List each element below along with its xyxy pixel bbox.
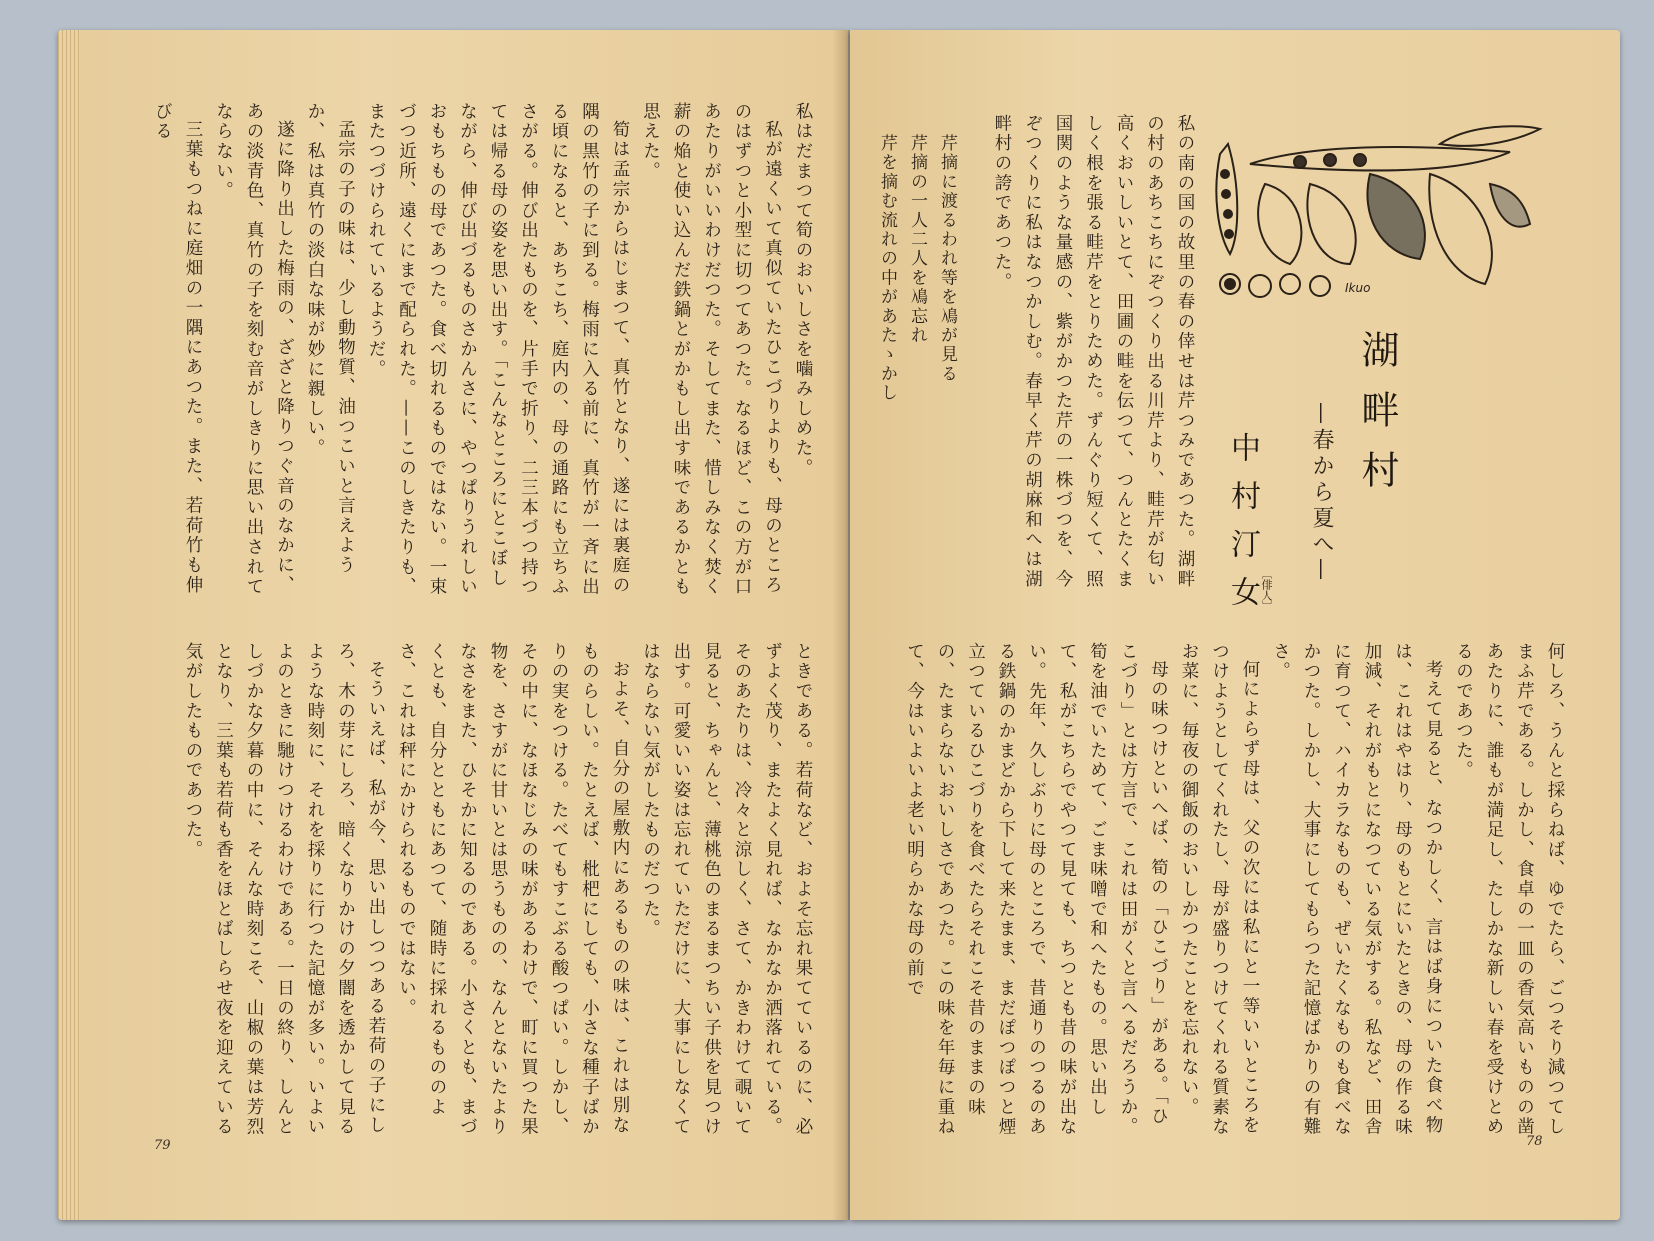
- page78-bottom-p2: 考えて見ると、なつかしく、言はば身についた食べ物は、これはやはり、母のもとにいたときの、母の作る味加減、それがもとになつている気がする。私など、田舎に育つて、ハイカラなものも、ぜいたくなものも食べなかつた。しかし、大事にしてもらつた記憶ばかりの有難さ。: [1270, 642, 1443, 1137]
- page-number-78: 78: [1526, 1134, 1543, 1149]
- page79-bottom-text: [128, 642, 818, 1142]
- page79-top-text: [128, 102, 818, 602]
- page78-bottom-p4: 母の味つけといへば、筍の「ひこづり」がある。「ひこづり」とは方言で、これは田がくと言へるだろうか。筍を油でいためて、ごま味噌で和へたもの。思い出して、私がこちらでやつて見ても、ちつとも昔の味が出ない。先年、久しぶりに母のところで、昔通りのつるのある鉄鍋のかまどから下して来たまま、まだぽつぽつと煙立つているひこづりを食べたらそれこそ昔のままの味の、たまらないおいしさであつた。この味を年毎に重ねて、今はいよいよ老い明らかな母の前で: [904, 642, 1169, 1137]
- page79-bottom-p2: およそ、自分の屋敷内にあるものの味は、これは別なものらしい。たとえば、枇杷にしても、小さな種子ばかりの実をつける。たべてもすこぶる酸つぱい。しかし、その中に、なほなじみの味があるわけで、町に買つた果物を、さすがに甘いとは思うものの、なんとないたよりなさをまた、ひそかに知るのである。小さくとも、まづくとも、自分とともにあつて、随時に採れるもののよさ、これは秤にかけられるものではない。: [396, 642, 630, 1137]
- article-subtitle: —春から夏へ—: [1309, 402, 1334, 584]
- page78-intro-p: 私の南の国の故里の春の倖せは芹つみであつた。湖畔の村のあちこちにぞつくり出る川芹より、畦芹が匂い高くおいしいとて、田圃の畦を伝つて、つんとたくましく根を張る畦芹をとりためた。ずんぐり短くて、照国関のような量感の、紫がかつた芹の一株づつを、今ぞつくりに私はなつかしむ。春早く芹の胡麻和へは湖畔村の誇であつた。: [992, 114, 1195, 590]
- page78-top-intro: [980, 114, 1200, 602]
- article-title: 湖畔村: [1355, 330, 1399, 510]
- haiku-3: 芹を摘む流れの中があたゝかし: [877, 134, 897, 403]
- page-number-79: 79: [154, 1138, 171, 1153]
- bean-pod-illustration: [1210, 114, 1550, 304]
- page79-bottom-p3: そういえば、私が今、思い出しつつある若荷の子にしろ、木の芽にしろ、暗くなりかけの夕闇を透かして見るような時刻に、それを採りに行つた記憶が多い。いよいよのときに馳けつけるわけである。一日の終り、しんとしづかな夕暮の中に、そんな時刻こそ、山椒の葉は芳烈となり、三葉も若荷も香をほとばしらせ夜を迎えている気がしたものであつた。: [183, 642, 386, 1137]
- page79-top-p4: 孟宗の子の味は、少し動物質、油つこいと言えようか、私は真竹の淡白な味が妙に親しい。: [305, 102, 356, 575]
- author-note: 〔俳人〕: [1260, 568, 1273, 612]
- page78-bottom-p1: 何しろ、うんと採らねば、ゆでたら、ごつそり減つてしまふ芹である。しかし、食卓の一皿の香気高いものの凿あたりに、誰もが満足し、たしかな新しい春を受けとめるのであつた。: [1453, 642, 1565, 1137]
- page78-bottom-p3: 何によらず母は、父の次には私にと一等いいところをつけようとしてくれたし、母が盛りつけてくれる質素なお菜に、毎夜の御飯のおいしかつたことを忘れない。: [1179, 642, 1260, 1137]
- page78-bottom-text: [870, 642, 1570, 1142]
- page-78: [850, 30, 1620, 1220]
- page79-top-p6: 三葉もつねに庭畑の一隅にあつた。また、若荷竹も伸びる: [152, 102, 203, 595]
- haiku-1: 芹摘に渡るわれ等を鳰が見る: [937, 134, 957, 384]
- page79-top-p5: 遂に降り出した梅雨の、ざざと降りつぐ音のなかに、あの淡青色、真竹の子を刻む音がしきりに思い出されてならない。: [213, 102, 295, 597]
- illustration-signature: Ikuo: [1345, 281, 1371, 295]
- page79-top-p2: 私が遠くいて真似ていたひこづりよりも、母のところのはずつと小型に切つてあつた。なるほど、この方が口あたりがいいわけだつた。そしてまた、惜しみなく焚く薪の焔と使い込んだ鉄鍋とがかもし出す味であるかとも思えた。: [640, 102, 783, 597]
- page-79: [58, 30, 848, 1220]
- article-author: 中村汀女: [1225, 432, 1260, 624]
- haiku-poems: [872, 134, 962, 514]
- page79-bottom-p1: ときである。若荷など、およそ忘れ果てているのに、必ずよく茂り、またよく見れば、なかなか洒落れている。そのあたりは、冷々と涼しく、さて、かきわけて覗いて見ると、ちゃんと、薄桃色のまるまつちい子供を見つけ出す。可愛いい姿は忘れていただけに、大事にしなくてはならない気がしたものだつた。: [640, 642, 813, 1137]
- page79-top-p3: 筍は孟宗からはじまつて、真竹となり、遂には裏庭の隅の黒竹の子に到る。梅雨に入る前に、真竹が一斉に出る頃になると、あちこち、庭内の、母の通路にも立ちふさがる。伸び出たものを、片手で折り、二三本づつ持つては帰る母の姿を思い出す。「こんなところにとこぼしながら、伸び出づるものさかんさに、やつぱりうれしいおもちもの母であつた。食べ切れるものではない。一束づつ近所、遠くにまで配られた。——このしきたりも、またつづけられているようだ。: [366, 102, 630, 597]
- page79-top-p1: 私はだまつて筍のおいしさを噛みしめた。: [793, 102, 813, 479]
- haiku-2: 芹摘の一人二人を鳰忘れ: [907, 134, 927, 346]
